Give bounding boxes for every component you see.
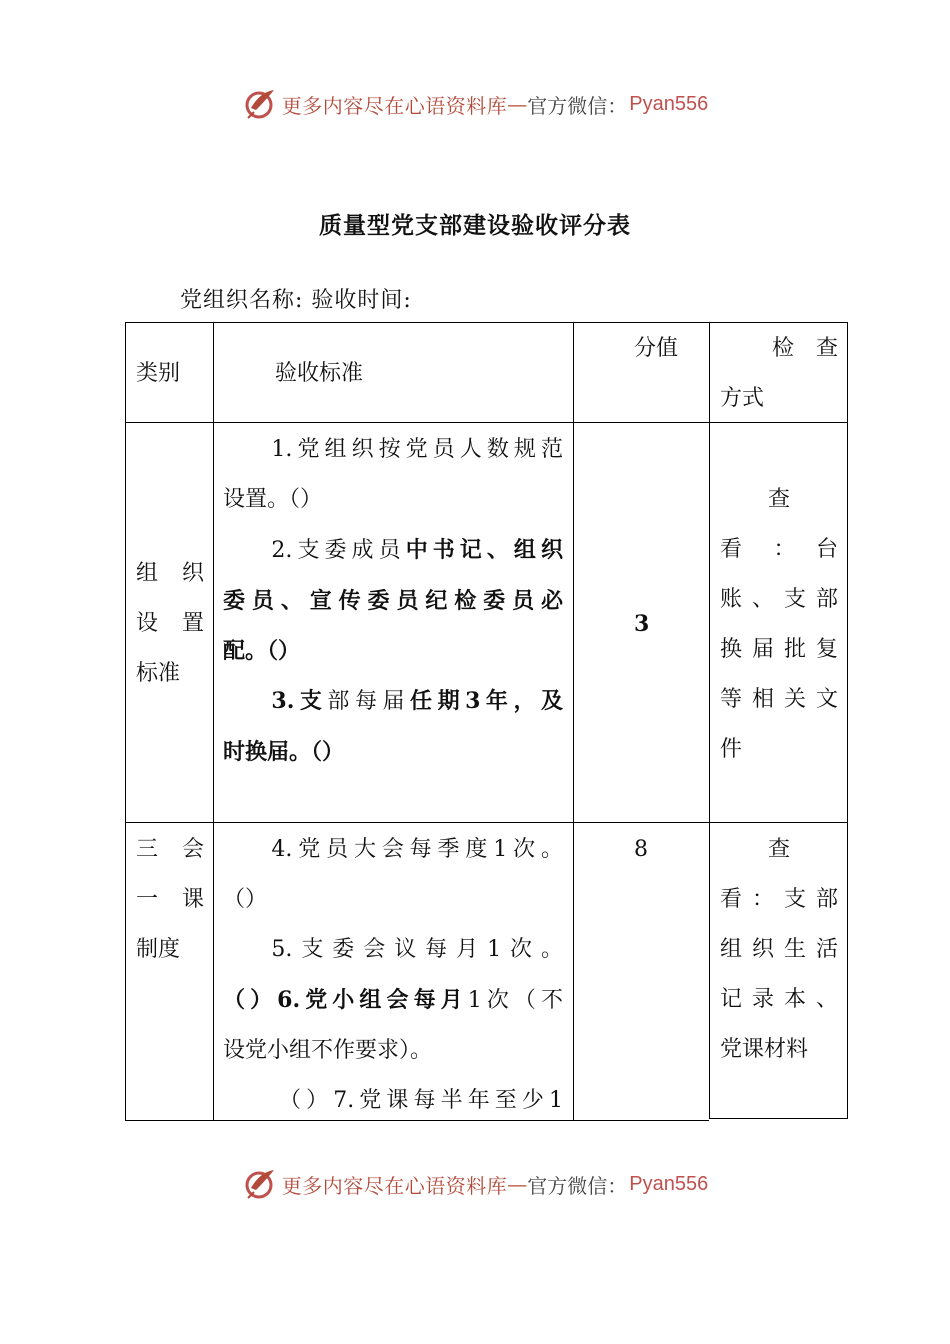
row1-method	[720, 475, 838, 775]
item-6-bold: （）6.党小组会每月	[223, 987, 468, 1013]
item-4-line1: 4.党员大会每季度1次。	[271, 837, 563, 862]
item-2-line3: 配。（）	[223, 638, 301, 664]
row2-standard	[223, 825, 563, 1126]
item-2-bold: 中书记、组织	[405, 537, 563, 563]
item-7-line1: （）7.党课每半年至少1	[279, 1088, 563, 1113]
item-6-normal: 1次（不	[467, 988, 564, 1013]
row2-method-line1: 查	[767, 837, 790, 862]
watermark-wechat-label: 官方微信：	[527, 1173, 628, 1198]
row1-method-line4: 换届批复	[720, 637, 838, 662]
row2-category-line3: 制度	[136, 937, 181, 962]
row2-category-line1: 三 会	[136, 837, 204, 862]
watermark-dash: —	[507, 1172, 528, 1196]
watermark-text: 更多内容尽在心语资料库	[281, 93, 508, 118]
item-4-line2: （）	[223, 887, 268, 912]
header-score: 分值	[634, 336, 679, 361]
row1-method-line2: 看 ： 台	[720, 537, 838, 562]
row1-method-line3: 账、支部	[720, 587, 838, 612]
row1-score: 3	[634, 611, 650, 637]
footer-watermark	[0, 1164, 950, 1204]
header-method-line2: 方式	[720, 386, 765, 411]
item-6-line2: 设党小组不作要求）。	[223, 1038, 433, 1063]
item-1-line2: 设置。（）	[223, 487, 323, 512]
row1-method-line5: 等相关文	[720, 687, 838, 712]
row2-method-line3: 组织生活	[720, 937, 838, 962]
row1-standard	[223, 425, 563, 777]
row1-method-line6: 件	[720, 737, 743, 762]
header-watermark	[0, 84, 950, 124]
item-6-line1	[223, 975, 563, 1026]
row2-category	[136, 825, 204, 975]
header-method	[720, 324, 838, 424]
item-2-prefix: 2.支委成员	[271, 538, 406, 563]
header-standard: 验收标准	[275, 361, 364, 386]
item-3-normal: 部每届	[327, 689, 411, 714]
row2-score: 8	[634, 837, 648, 862]
row2-method-line4: 记录本、	[720, 987, 838, 1012]
row2-method	[720, 825, 838, 1075]
item-3-bold1: 3.支	[271, 688, 328, 714]
item-1-line1: 1.党组织按党员人数规范	[271, 437, 563, 462]
item-2-line2: 委员、宣传委员纪检委员必	[223, 588, 563, 614]
row1-category-line3: 标准	[136, 661, 181, 686]
row1-method-line1: 查	[767, 487, 790, 512]
row2-method-line2: 看：支部	[720, 887, 838, 912]
watermark-wechat-id: Pyan556	[629, 1172, 709, 1195]
item-3-bold2: 任期3年，及	[410, 688, 563, 714]
header-method-line1: 检 查	[771, 336, 838, 361]
score-table	[125, 322, 848, 1122]
row1-category-line1: 组 织	[136, 561, 204, 586]
item-5-line1: 5.支委会议每月1次。	[271, 937, 563, 962]
item-3-line1	[223, 676, 563, 727]
quill-logo-icon	[242, 1166, 278, 1202]
watermark-wechat-label: 官方微信：	[527, 93, 628, 118]
document-title: 质量型党支部建设验收评分表	[319, 212, 631, 239]
watermark-text: 更多内容尽在心语资料库	[281, 1173, 508, 1198]
row1-category	[136, 549, 204, 699]
watermark-wechat-id: Pyan556	[629, 92, 709, 115]
item-2-line1	[223, 525, 563, 576]
row2-category-line2: 一 课	[136, 887, 204, 912]
item-3-line2: 时换届。（）	[223, 739, 345, 765]
row2-method-line5: 党课材料	[720, 1037, 809, 1062]
watermark-dash: —	[507, 92, 528, 116]
header-category: 类别	[136, 361, 181, 386]
org-meta-line: 党组织名称: 验收时间:	[180, 288, 412, 313]
quill-logo-icon	[242, 86, 278, 122]
row1-category-line2: 设 置	[136, 611, 204, 636]
